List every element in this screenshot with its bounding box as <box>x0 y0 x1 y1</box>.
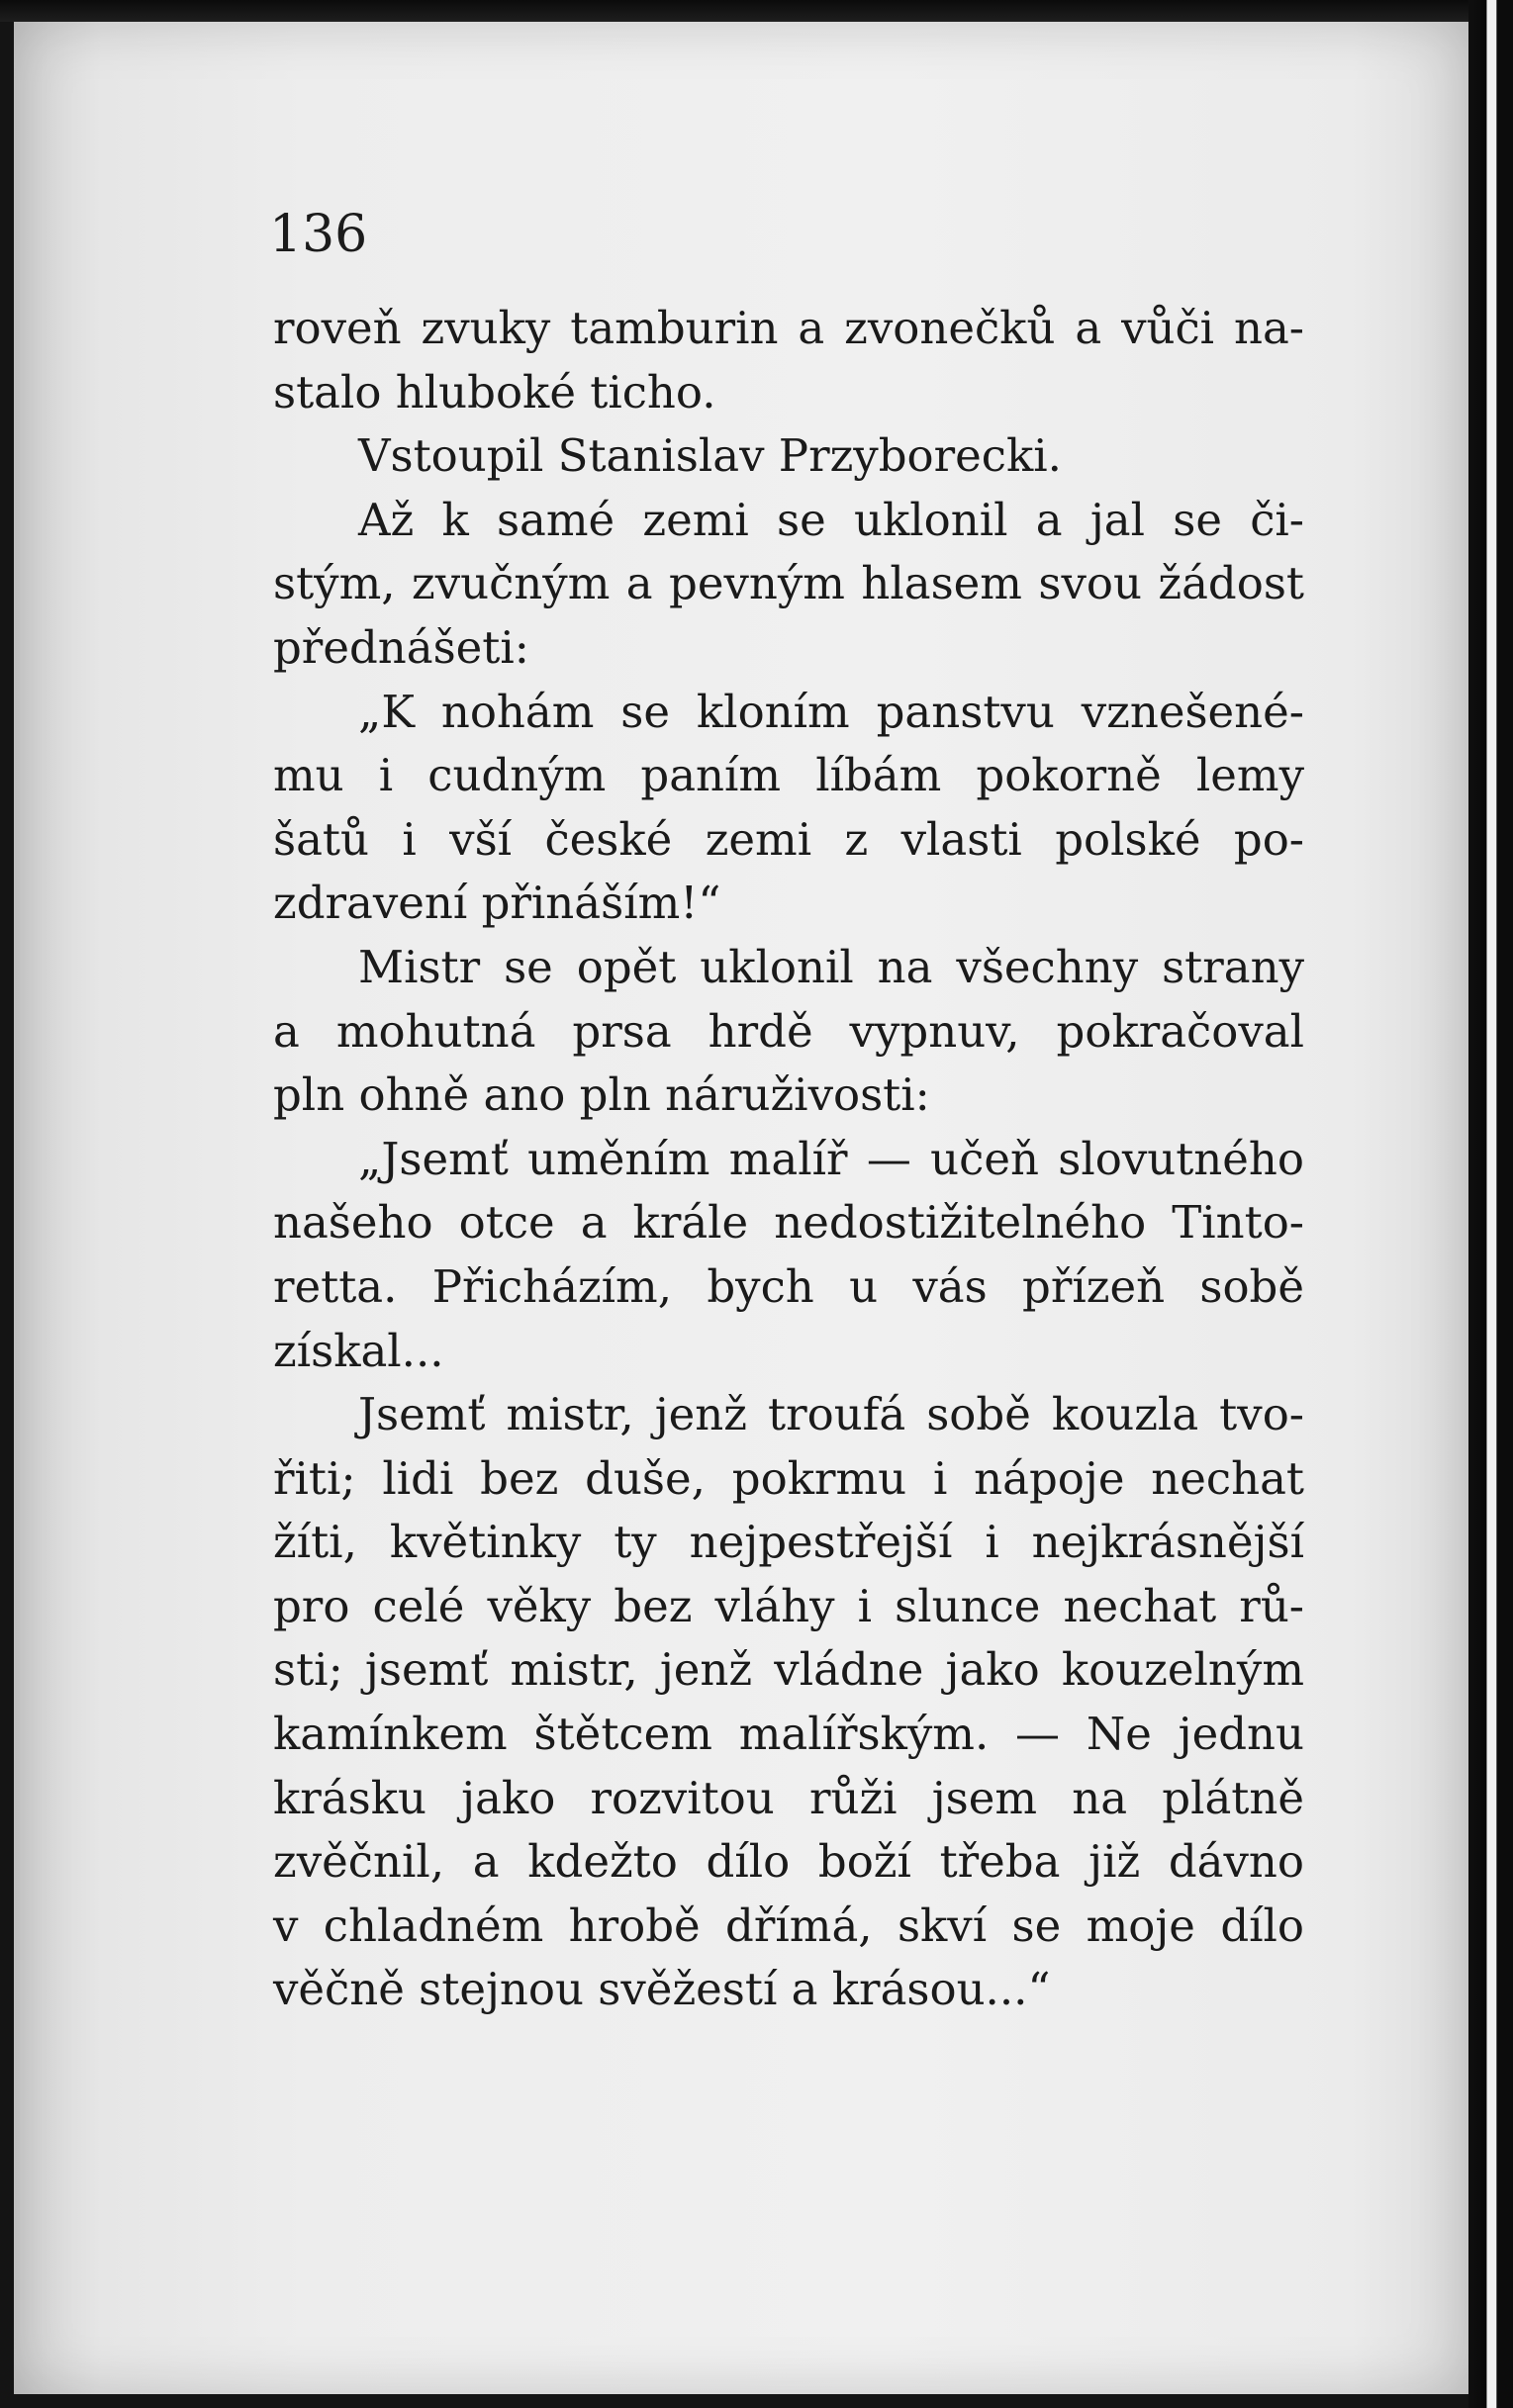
text-line: krásku jako rozvitou růži jsem na plátně <box>273 1771 1304 1824</box>
text-line: stalo hluboké ticho. <box>273 365 716 418</box>
text-line: Mistr se opět uklonil na všechny strany <box>358 940 1304 993</box>
text-line: věčně stejnou svěžestí a krásou...“ <box>273 1963 1051 2016</box>
text-line: roveň zvuky tamburin a zvonečků a vůči na- <box>273 302 1304 354</box>
text-line: přednášeti: <box>273 620 529 674</box>
text-line: šatů i vší české zemi z vlasti polské po- <box>273 812 1304 866</box>
scan-top-edge <box>0 0 1513 22</box>
text-line: Až k samé zemi se uklonil a jal se či- <box>358 493 1304 546</box>
body-text <box>273 297 1304 2022</box>
text-line: retta. Přicházím, bych u vás přízeň sobě <box>273 1259 1304 1313</box>
text-line: pro celé věky bez vláhy i slunce nechat rů- <box>273 1579 1304 1632</box>
text-line: „K nohám se kloním panstvu vznešené- <box>358 685 1304 738</box>
text-line: našeho otce a krále nedostižitelného Tinto- <box>273 1196 1304 1250</box>
text-line: „Jsemť uměním malíř — učeň slovutného <box>358 1132 1304 1185</box>
text-line: v chladném hrobě dřímá, skví se moje dílo <box>273 1899 1304 1952</box>
text-line: sti; jsemť mistr, jenž vládne jako kouzelným <box>273 1643 1304 1697</box>
text-line: Jsemť mistr, jenž troufá sobě kouzla tvo- <box>358 1388 1304 1441</box>
page-number: 136 <box>269 205 368 264</box>
text-line: mu i cudným paním líbám pokorně lemy <box>273 749 1304 802</box>
text-line: kamínkem štětcem malířským. — Ne jednu <box>273 1708 1304 1761</box>
text-line: žíti, květinky ty nejpestřejší i nejkrásnější <box>273 1516 1304 1569</box>
text-line: stým, zvučným a pevným hlasem svou žádost <box>273 557 1304 610</box>
text-line: pln ohně ano pln náruživosti: <box>273 1068 930 1122</box>
text-line: získal... <box>273 1324 444 1377</box>
text-line: Vstoupil Stanislav Przyborecki. <box>358 429 1062 483</box>
scan-right-edge <box>1468 0 1513 2408</box>
text-line: řiti; lidi bez duše, pokrmu i nápoje nechat <box>273 1451 1304 1505</box>
text-line: zdravení přináším!“ <box>273 877 721 930</box>
text-line: zvěčnil, a kdežto dílo boží třeba již dávno <box>273 1835 1304 1889</box>
text-line: a mohutná prsa hrdě vypnuv, pokračoval <box>273 1004 1304 1058</box>
